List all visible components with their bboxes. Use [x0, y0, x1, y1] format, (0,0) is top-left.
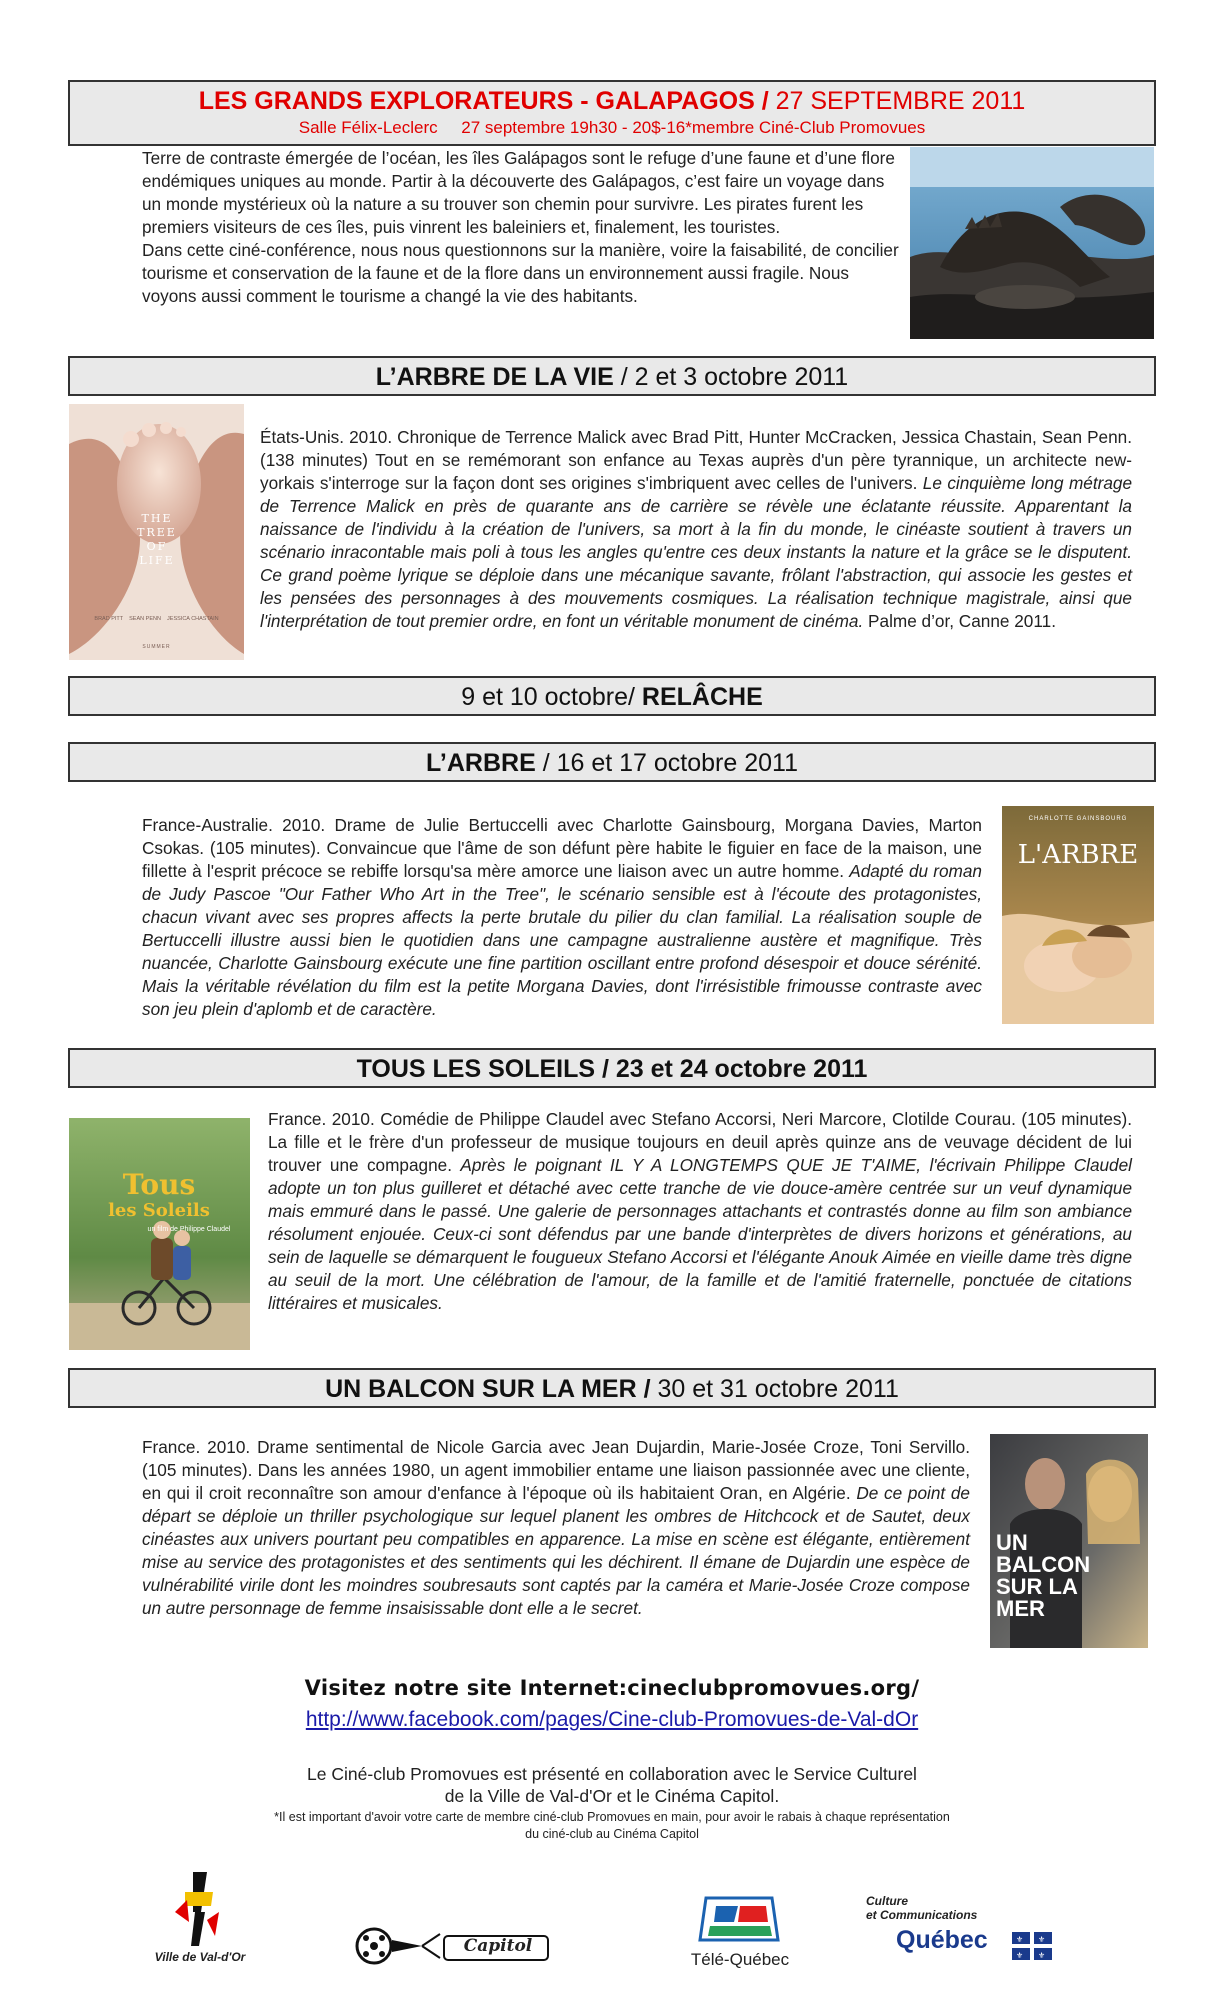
quebec-wordmark: Québec	[896, 1926, 988, 1954]
section-header-un-balcon-sur-la-mer	[68, 1368, 1156, 1408]
balcon-description	[142, 1436, 970, 1620]
tous-les-soleils-poster-title-1: Tous	[122, 1168, 196, 1201]
quebec-flag-icon	[1012, 1932, 1052, 1960]
larbre-poster	[1002, 806, 1154, 1024]
tous-les-soleils-poster-title-2: les Soleils	[108, 1200, 210, 1221]
galapagos-description	[142, 147, 902, 308]
tous-les-soleils-title: TOUS LES SOLEILS / 23 et 24 octobre 2011	[356, 1055, 868, 1083]
larbre-dates: / 16 et 17 octobre 2011	[535, 749, 798, 777]
tree-of-life-description	[260, 426, 1132, 633]
collaboration-line-1: Le Ciné-club Promovues est présenté en collaboration avec le Service Culturel	[307, 1764, 917, 1784]
tous-les-soleils-review: Après le poignant IL Y A LONGTEMPS QUE JE T'AIME, l'écrivain Philippe Claudel adopte un ton plus guilleret et détaché avec cette tranche de vie douce-amère centrée sur un veuf dynamique mais emmuré dans le passé. Une galerie de personnages attachants et contrastés donne au film son ambiance résolument enjouée. Ceux-ci sont défendus par une bande d'interprètes de divers horizons et générations, au sein de laquelle se démarquent le fougueux Stefano Accorsi et l'élégante Anouk Aimée en vieille dame très digne au seuil de la mort. Une célébration de l'amour, de la famille et de l'amitié fraternelle, ponctuée de citations littéraires et musicales.	[268, 1155, 1132, 1313]
galapagos-paragraph-2: Dans cette ciné-conférence, nous nous questionnons sur la manière, voire la faisabilité, de concilier tourisme et conservation de la faune et de la flore dans un environnement aussi fragile. Nous voyons aussi comment le tourisme a changé la vie des habitants.	[142, 240, 899, 306]
relache-dates: 9 et 10 octobre/	[461, 683, 635, 711]
tree-of-life-title: L’ARBRE DE LA VIE	[375, 363, 614, 391]
tree-of-life-poster-title: THE TREE OF LIFE	[137, 512, 177, 567]
facebook-link-wrap	[0, 1708, 1224, 1732]
svg-text:⚜: ⚜	[1016, 1951, 1024, 1960]
tous-les-soleils-poster-director: un film de Philippe Claudel	[147, 1226, 231, 1233]
larbre-poster-title: L'ARBRE	[1017, 840, 1139, 870]
tree-of-life-poster-season: SUMMER	[142, 644, 171, 650]
section-header-tous-les-soleils	[68, 1048, 1156, 1088]
culture-logo-line-2: et Communications	[866, 1908, 978, 1922]
website-line: Visitez notre site Internet:cineclubpromovues.org/	[304, 1676, 920, 1700]
tree-of-life-poster-credits: BRAD PITT SEAN PENN JESSICA CHASTAIN	[94, 616, 219, 622]
cinema-capitol-logo	[352, 1920, 552, 1976]
cinema-capitol-logo-text: Capitol	[463, 1936, 533, 1956]
tree-of-life-review: Le cinquième long métrage de Terrence Malick en près de quarante ans de carrière se révèle une éclatante réussite. Apparentant la naissance de l'individu à la création de l'univers, sa mort à la fin du monde, le cinéaste soutient à travers un scénario inracontable mais poli à tous les angles qu'entre ces deux instants la nature et la grâce se le disputent. Ce grand poème lyrique se déploie dans une mécanique savante, frôlant l'abstraction, qui associe les gestes et les pensées des personnages à des mouvements cosmiques. La réalisation technique magistrale, ainsi que l'interprétation de tout premier ordre, en font un véritable monument de cinéma.	[260, 473, 1132, 631]
tele-quebec-logo	[680, 1892, 800, 1976]
svg-text:⚜: ⚜	[1016, 1935, 1024, 1944]
tous-les-soleils-synopsis: France. 2010. Comédie de Philippe Claudel avec Stefano Accorsi, Neri Marcore, Clotilde Courau. (105 minutes). La fille et le frère d'un professeur de musique toujours en deuil après quinze ans de veuvage décident de lui trouver une compagne.	[268, 1109, 1132, 1175]
val-dor-logo	[145, 1872, 255, 1972]
balcon-poster-title: UN BALCON SUR LA MER	[996, 1530, 1091, 1621]
tous-les-soleils-description	[268, 1108, 1132, 1315]
svg-text:⚜: ⚜	[1038, 1935, 1046, 1944]
larbre-poster-actor: CHARLOTTE GAINSBOURG	[1028, 816, 1128, 822]
galapagos-title: LES GRANDS EXPLORATEURS - GALAPAGOS /	[198, 87, 769, 115]
galapagos-iguana-photo	[910, 147, 1154, 339]
tree-of-life-award: Palme d’or, Canne 2011.	[863, 611, 1056, 631]
larbre-synopsis: France-Australie. 2010. Drame de Julie Bertuccelli avec Charlotte Gainsbourg, Morgana Davies, Marton Csokas. (105 minutes). Convaincue que l'âme de son défunt père habite le figuier en face de la maison, une fillette à l'esprit précoce se rebiffe lorsqu'sa mère amorce une liaison avec un autre homme.	[142, 815, 982, 881]
section-header-galapagos	[68, 80, 1156, 146]
balcon-title: UN BALCON SUR LA MER /	[325, 1375, 651, 1403]
membership-note-1: *Il est important d'avoir votre carte de membre ciné-club Promovues en main, pour avoir le rabais à chaque représentation	[274, 1810, 950, 1824]
section-header-relache	[68, 676, 1156, 716]
tree-of-life-synopsis: États-Unis. 2010. Chronique de Terrence Malick avec Brad Pitt, Hunter McCracken, Jessica Chastain, Sean Penn. (138 minutes) Tout en se remémorant son enfance au Texas auprès d'un père tyrannique, un architecte new-yorkais s'interroge sur la façon dont ses origines s'imbriquent avec celles de l'univers.	[260, 427, 1132, 493]
culture-communications-quebec-logo	[866, 1894, 1066, 1974]
balcon-dates: 30 et 31 octobre 2011	[650, 1375, 899, 1403]
tree-of-life-poster	[69, 404, 244, 660]
facebook-link[interactable]: http://www.facebook.com/pages/Cine-club-Promovues-de-Val-dOr	[305, 1708, 919, 1731]
galapagos-paragraph-1: Terre de contraste émergée de l’océan, les îles Galápagos sont le refuge d’une faune et d’une flore endémiques uniques au monde. Partir à la découverte des Galápagos, c’est faire un voyage dans un monde mystérieux où la nature a su trouver son chemin pour survivre. Les pirates furent les premiers visiteurs de ces îles, puis vinrent les baleiniers et, finalement, les touristes.	[142, 148, 895, 237]
balcon-poster	[990, 1434, 1148, 1648]
membership-note-2: du ciné-club au Cinéma Capitol	[525, 1827, 699, 1841]
relache-label: RELÂCHE	[634, 683, 763, 711]
section-header-tree-of-life	[68, 356, 1156, 396]
larbre-description	[142, 814, 982, 1021]
balcon-review: De ce point de départ se déploie un thriller psychologique sur lequel planent les ombres de Hitchcock et de Sautet, deux cinéastes aux univers pourtant peu compatibles en apparence. La mise en scène est élégante, entièrement mise au service des protagonistes et des sentiments qui les déchirent. Il émane de Dujardin une espèce de vulnérabilité virile dont les moindres soubresauts sont captés par la caméra et Marie-Josée Croze compose un autre personnage de femme insaisissable dont elle a le secret.	[142, 1483, 970, 1618]
tree-of-life-dates: / 2 et 3 octobre 2011	[613, 363, 849, 391]
svg-text:⚜: ⚜	[1038, 1951, 1046, 1960]
val-dor-logo-text: Ville de Val-d'Or	[154, 1950, 246, 1964]
galapagos-subtitle: Salle Félix-Leclerc 27 septembre 19h30 - 20$-16*membre Ciné-Club Promovues	[298, 118, 926, 137]
section-header-larbre	[68, 742, 1156, 782]
larbre-review: Adapté du roman de Judy Pascoe "Our Father Who Art in the Tree", le scénario sensible est à l'écoute des protagonistes, chacun vivant avec ses propres affects la perte brutale du pilier du clan familial. La réalisation souple de Bertuccelli illustre aussi bien le quotidien dans une campagne australienne austère et magnifique. Très nuancée, Charlotte Gainsbourg exécute une fine partition oscillant entre profond désespoir et douce sérénité. Mais la véritable révélation du film est la petite Morgana Davies, dont l'irrésistible frimousse contraste avec son jeu plein d'aplomb et de caractère.	[142, 861, 982, 1019]
tele-quebec-logo-text: Télé-Québec	[690, 1950, 790, 1969]
collaboration-line-2: de la Ville de Val-d'Or et le Cinéma Capitol.	[444, 1786, 780, 1806]
balcon-synopsis: France. 2010. Drame sentimental de Nicole Garcia avec Jean Dujardin, Marie-Josée Croze, Toni Servillo. (105 minutes). Dans les années 1980, un agent immobilier entame une liaison passionnée avec une cliente, en qui il croit reconnaître son amour d'enfance à l'époque où ils habitaient Oran, en Algérie.	[142, 1437, 970, 1503]
larbre-title: L’ARBRE	[426, 749, 536, 777]
culture-logo-line-1: Culture	[866, 1894, 908, 1908]
galapagos-date: 27 SEPTEMBRE 2011	[768, 87, 1026, 115]
tous-les-soleils-poster	[69, 1118, 250, 1350]
